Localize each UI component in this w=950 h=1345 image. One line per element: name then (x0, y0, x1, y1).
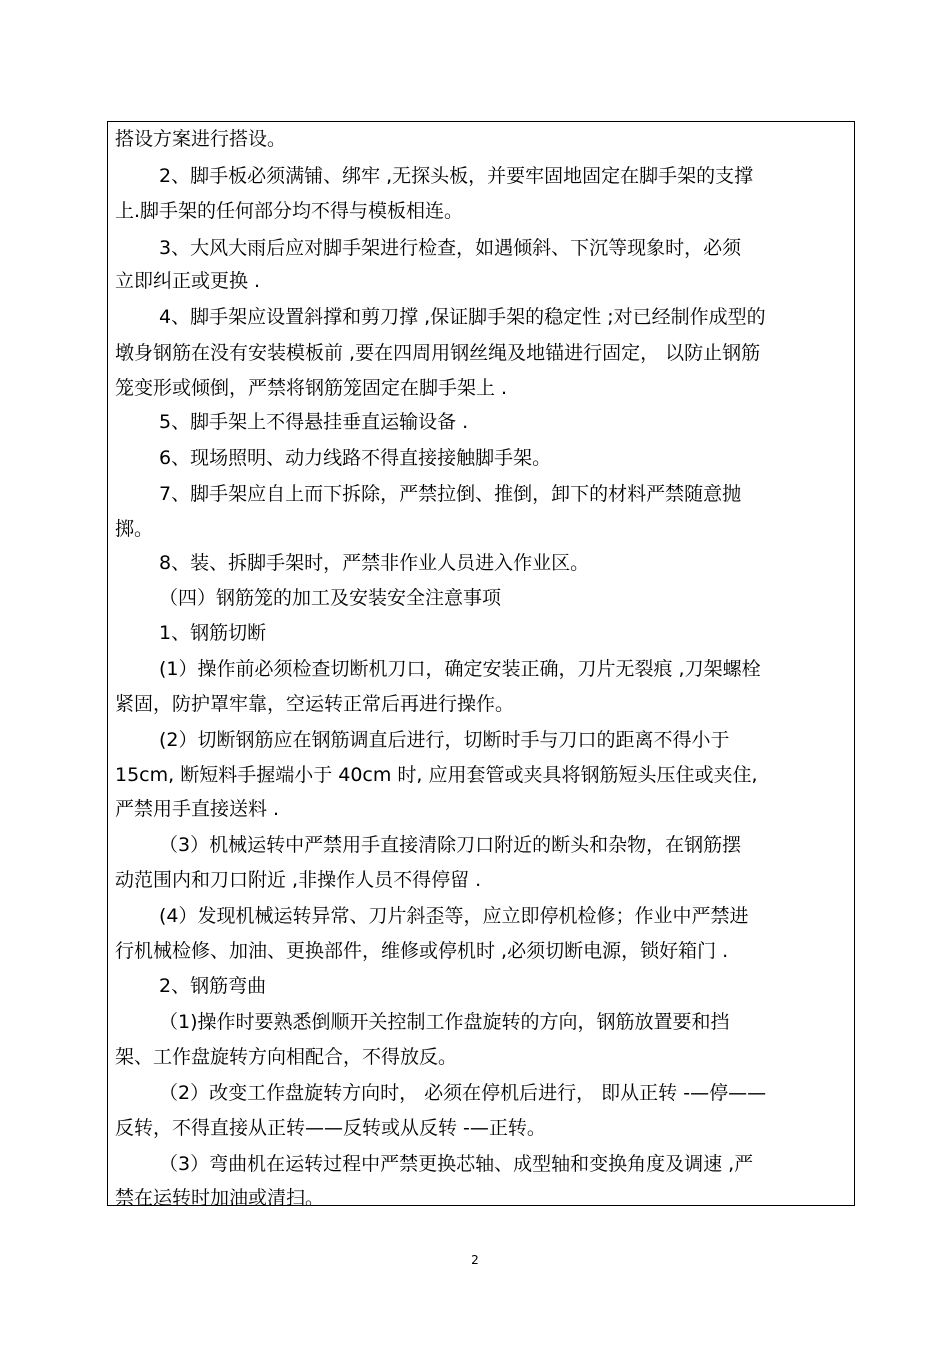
text-line: (1）操作前必须检查切断机刀口，确定安装正确，刀片无裂痕 ,刀架螺栓 (159, 658, 761, 680)
text-line: 5、脚手架上不得悬挂垂直运输设备 . (159, 411, 469, 433)
text-line: 掷。 (115, 518, 154, 540)
subsection-heading: 2、钢筋弯曲 (159, 975, 267, 997)
text-line: (2）切断钢筋应在钢筋调直后进行，切断时手与刀口的距离不得小于 (159, 729, 730, 751)
text-line: 墩身钢筋在没有安装模板前 ,要在四周用钢丝绳及地锚进行固定， 以防止钢筋 (115, 342, 761, 364)
text-line: 搭设方案进行搭设。 (115, 128, 287, 150)
text-line: 动范围内和刀口附近 ,非操作人员不得停留 . (115, 869, 482, 891)
text-line: （3）机械运转中严禁用手直接清除刀口附近的断头和杂物，在钢筋摆 (159, 834, 742, 856)
text-line: （2）改变工作盘旋转方向时， 必须在停机后进行， 即从正转 -—停—— (159, 1082, 767, 1104)
text-line: 8、装、拆脚手架时，严禁非作业人员进入作业区。 (159, 552, 590, 574)
text-line: （1)操作时要熟悉倒顺开关控制工作盘旋转的方向，钢筋放置要和挡 (159, 1011, 730, 1033)
text-line: 7、脚手架应自上而下拆除，严禁拉倒、推倒，卸下的材料严禁随意抛 (159, 483, 742, 505)
text-line: 紧固，防护罩牢靠，空运转正常后再进行操作。 (115, 693, 515, 715)
text-line: 禁在运转时加油或清扫。 (115, 1187, 325, 1209)
text-line: 3、大风大雨后应对脚手架进行检查，如遇倾斜、下沉等现象时，必须 (159, 237, 742, 259)
text-line: 架、工作盘旋转方向相配合，不得放反。 (115, 1046, 458, 1068)
text-line: （3）弯曲机在运转过程中严禁更换芯轴、成型轴和变换角度及调速 ,严 (159, 1153, 754, 1175)
text-line: 2、脚手板必须满铺、绑牢 ,无探头板，并要牢固地固定在脚手架的支撑 (159, 165, 754, 187)
text-line: 行机械检修、加油、更换部件，维修或停机时 ,必须切断电源，锁好箱门 . (115, 940, 729, 962)
text-line: 严禁用手直接送料 . (115, 798, 280, 820)
text-line: 反转，不得直接从正转——反转或从反转 -—正转。 (115, 1117, 546, 1139)
text-line: 上.脚手架的任何部分均不得与模板相连。 (115, 200, 464, 222)
subsection-heading: 1、钢筋切断 (159, 622, 267, 644)
text-line: 15cm, 断短料手握端小于 40cm 时, 应用套管或夹具将钢筋短头压住或夹住, (115, 764, 758, 786)
text-line: 6、现场照明、动力线路不得直接接触脚手架。 (159, 447, 552, 469)
text-line: (4）发现机械运转异常、刀片斜歪等，应立即停机检修；作业中严禁进 (159, 905, 749, 927)
text-line: 4、脚手架应设置斜撑和剪刀撑 ,保证脚手架的稳定性 ;对已经制作成型的 (159, 306, 766, 328)
text-line: 立即纠正或更换 . (115, 270, 261, 292)
text-line: 笼变形或倾倒，严禁将钢筋笼固定在脚手架上 . (115, 377, 508, 399)
page-number: 2 (471, 1253, 479, 1267)
section-heading: （四）钢筋笼的加工及安装安全注意事项 (159, 587, 502, 609)
